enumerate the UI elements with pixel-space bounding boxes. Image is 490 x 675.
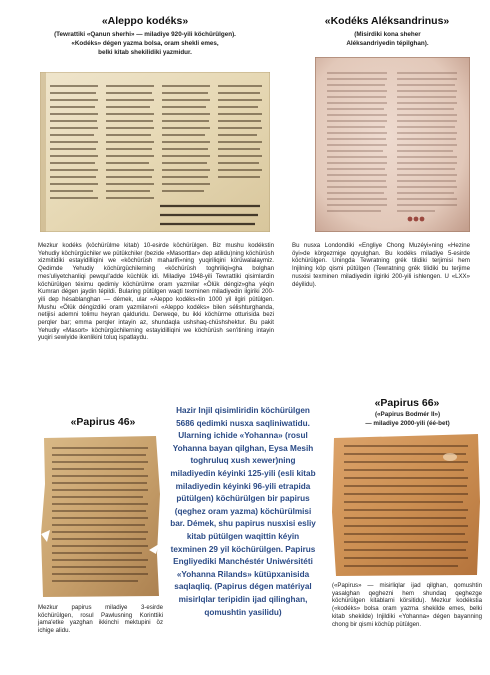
papirus46-description: Mezkur papirus miladiye 3-esirde köchürülgen, rosul Pawlusning Korinttiki jama'etke yazghan ikkinchi mektupini öz ichige alidu. [38,604,163,635]
alexandrinus-title: «Kodéks Aléksandrinus» [324,15,450,27]
alexandrinus-description: Bu nusxa Londondiki «Engliye Chong Muzéyi»ning «Hezine öyi»de körgezmige qoyulghan. Bu kodéks miladiye 5-esirde köchürülgen. Uningda Tewratning grék tilidiki terjimisi hem Injilning köp qismi pütülgen (Tewratning grék tilidiki bu terjime nusxisi texminen miladiyedin ilgiriki 200-yili ishlengen. U «LXX» déyilidu). [292,242,470,288]
aleppo-subtitle-line: belki kitab shekilidiki yazmidur. [98,49,192,56]
aleppo-subtitle-line: «Kodéks» dégen yazma bolsa, oram shekli emes, [71,40,219,47]
alexandrinus-subtitle-line: Aléksandriyedin tépilghan). [346,40,429,47]
papirus66-image [330,432,482,577]
papirus46-title: «Papirus 46» [70,416,136,428]
center-text: Hazir Injil qisimliridin köchürülgen 5686 qedimki nusxa saqliniwatidu. Ularning ichide «Yohanna» (rosul Yohanna bayan qilghan, Eysa Mesih toghruluq xush xewer)ning miladiyedin kéyinki 125-yili (esli kitab miladiyedin kéyinki 96-yili etrapida pütülgen) köchürülgen bir papirus (qeghez oram yazma) köchürülmisi bar. Démek, shu papirus nusxisi esliy kitab pütülgen waqittin kéyin texminen 29 yil köchürülgen. Papirus Engliyediki Manchéstér Uniwérsitéti «Yohanna Rilands» kütüpxanisida saqlaqliq. (Papirus dégen matériyal misirlqlar teripidin ijad qilinghan, qomushtin yasilidu) [170,406,316,617]
aleppo-description: Mezkur kodéks (köchürülme kitab) 10-esirde köchürülgen. Biz mushu kodékstin Yehudiy köchürgüchiler we pütükchiler (bezide «Masorttlar» dep atilidu)ning köchürüsh xizmitidiki estayidilliqini we «köchürüsh maharifi»ning yuqiriliqini körüwalalaymiz. Qedimde Yehudiy köchürgüchilerning «köchürüsh toghriliqi»gha bolghan mes'uliyetchanliqi pewqul'adde küchlük idi. Miladiye 1948-yili Tewrattiki qisimlardin köchürülgen téximu qedimiy köchürülme oram yazmilar «Ölük déngiz»gha yéqin Kumran dégen jaydin tépildi. Bularing pütülgen waqti texminen miladiyedin ilgiriki 200-yili dep hésablanghan — démek, ular «Aleppo kodéks»tin 1000 yil ilgiri pütülgen. Mushu «Ölük déngizdiki oram yazmilar»ni «Aleppo kodéks» bilen sélishturghanda, netijisi ademni tolimu heyran qalduridu. Derweqe, bu ikki köchürme otturisida bezi perqler bar; emma perqler intayin az, shundaqla ushshaq-chüshshektur. Bu pakit Yehudiy «Masort» köchürgüchilerning estayidilliqini we köchürüsh sen'itining intayin yuqiri sewiyide ikenlikini toluq ispatlaydu. [38,242,274,342]
papirus66-subtitle-line: («Papirus Bodmér II») [374,411,441,418]
aleppo-codex-image [40,72,270,232]
papirus66-title: «Papirus 66» [374,397,440,409]
alexandrinus-codex-image [315,57,470,232]
papirus66-description: («Papirus» — misirliqlar ijad qilghan, qomushtin yasalghan qeghezni hem shundaq qeghezge köchürülgen kitablarni körsitidu). Mezkur kodékstia («kodéks» bolsa oram yazma shekilde emes, belki kitab shekilde) Injildiki «Yohanna» dégen bayanning chong bir qismi köchüp pütülgen. [332,582,482,628]
papirus66-subtitle-line: — miladiye 2000-yili (éé-bet) [365,420,450,427]
aleppo-subtitle [25,30,265,57]
papirus66-subtitle [330,410,485,428]
aleppo-title: «Aleppo kodéks» [101,15,189,27]
alexandrinus-subtitle [300,30,475,48]
aleppo-subtitle-line: (Tewrattiki «Qanun sherhi» — miladiye 920-yili köchürülgen). [54,31,236,38]
alexandrinus-subtitle-line: (Misirdiki kona sheher [354,31,421,38]
papirus46-image [38,434,163,599]
